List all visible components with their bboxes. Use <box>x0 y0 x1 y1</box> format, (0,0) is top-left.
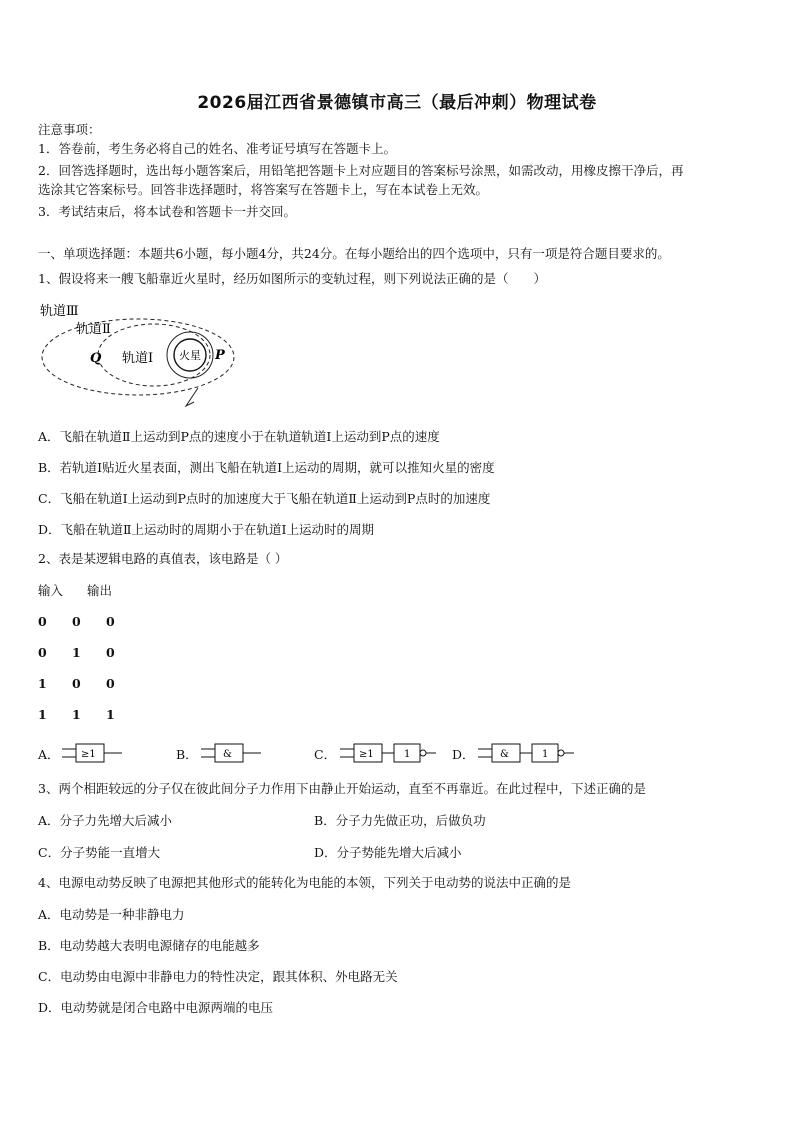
point-q-label: Q <box>90 351 102 366</box>
gate-symbol: & <box>223 749 232 760</box>
option-c[interactable]: C．分子势能一直增大 <box>38 845 161 860</box>
truth-cell: 1 <box>38 676 47 691</box>
mars-label: 火星 <box>179 349 201 362</box>
option-label: D． <box>452 747 475 762</box>
truth-cell: 1 <box>106 707 115 722</box>
truth-cell: 0 <box>38 645 47 660</box>
notice-item: 1．答卷前，考生务必将自己的姓名、准考证号填写在答题卡上。 <box>38 141 396 156</box>
option-d[interactable]: D．分子势能先增大后减小 <box>314 845 462 860</box>
truth-cell: 1 <box>72 645 81 660</box>
truth-cell: 0 <box>72 614 81 629</box>
point-p-label: P <box>215 348 225 363</box>
gate-symbol: ≥1 <box>359 749 374 760</box>
option-a[interactable]: A．分子力先增大后减小 <box>38 813 173 828</box>
gate-symbol: & <box>500 749 509 760</box>
option-d[interactable]: D．飞船在轨道Ⅱ上运动时的周期小于在轨道Ⅰ上运动时的周期 <box>38 522 374 537</box>
or-gate-icon <box>62 742 124 764</box>
and-gate-icon <box>201 742 263 764</box>
option-c[interactable]: C．电动势由电源中非静电力的特性决定，跟其体积、外电路无关 <box>38 969 398 984</box>
truth-cell: 0 <box>38 614 47 629</box>
page-title: 2026届江西省景德镇市高三（最后冲刺）物理试卷 <box>197 93 597 113</box>
option-b[interactable]: B．若轨道Ⅰ贴近火星表面，测出飞船在轨道Ⅰ上运动的周期，就可以推知火星的密度 <box>38 460 495 475</box>
option-a[interactable]: A．飞船在轨道Ⅱ上运动到P点的速度小于在轨道轨道Ⅰ上运动到P点的速度 <box>38 429 440 444</box>
truth-cell: 1 <box>38 707 47 722</box>
option-a[interactable]: A．电动势是一种非静电力 <box>38 907 185 922</box>
truth-header-output: 输出 <box>87 583 113 598</box>
option-b[interactable]: B．分子力先做正功，后做负功 <box>314 813 486 828</box>
question-stem: 1、假设将来一艘飞船靠近火星时，经历如图所示的变轨过程，则下列说法正确的是（ ） <box>38 271 546 286</box>
arrow-icon <box>186 388 198 406</box>
option-label: C． <box>314 747 337 762</box>
truth-cell: 1 <box>72 707 81 722</box>
gate-symbol: 1 <box>404 749 411 760</box>
orbit-iii-label: 轨道Ⅲ <box>40 304 79 319</box>
orbit-i-label: 轨道Ⅰ <box>122 351 154 366</box>
gate-symbol: 1 <box>542 749 549 760</box>
question-stem: 4、电源电动势反映了电源把其他形式的能转化为电能的本领，下列关于电动势的说法中正确的是 <box>38 875 571 890</box>
option-label: B． <box>176 747 198 762</box>
truth-cell: 0 <box>72 676 81 691</box>
notice-item: 2．回答选择题时，选出每小题答案后，用铅笔把答题卡上对应题目的答案标号涂黑，如需改动，用橡皮擦干净后，再 <box>38 163 684 178</box>
notice-heading: 注意事项： <box>38 122 101 137</box>
truth-header-input: 输入 <box>38 583 64 598</box>
truth-cell: 0 <box>106 676 115 691</box>
question-stem: 3、两个相距较远的分子仅在彼此间分子力作用下由静止开始运动，直至不再靠近。在此过程中，下述正确的是 <box>38 781 646 796</box>
option-d[interactable]: D．电动势就是闭合电路中电源两端的电压 <box>38 1000 274 1015</box>
truth-cell: 0 <box>106 614 115 629</box>
orbit-ii-label: 轨道Ⅱ <box>76 322 111 337</box>
nor-gate-icon <box>340 742 440 764</box>
option-b[interactable]: B．电动势越大表明电源储存的电能越多 <box>38 938 260 953</box>
truth-cell: 0 <box>106 645 115 660</box>
orbit-diagram <box>38 300 238 410</box>
notice-item: 3．考试结束后，将本试卷和答题卡一并交回。 <box>38 204 296 219</box>
gate-symbol: ≥1 <box>81 749 96 760</box>
question-stem: 2、表是某逻辑电路的真值表，该电路是（ ） <box>38 551 288 566</box>
nand-gate-icon <box>478 742 578 764</box>
section-heading: 一、单项选择题：本题共6小题，每小题4分，共24分。在每小题给出的四个选项中，只有一项是符合题目要求的。 <box>38 246 670 261</box>
option-c[interactable]: C．飞船在轨道Ⅰ上运动到P点时的加速度大于飞船在轨道Ⅱ上运动到P点时的加速度 <box>38 491 491 506</box>
notice-item: 选涂其它答案标号。回答非选择题时，将答案写在答题卡上，写在本试卷上无效。 <box>38 182 489 197</box>
option-label: A． <box>38 747 60 762</box>
